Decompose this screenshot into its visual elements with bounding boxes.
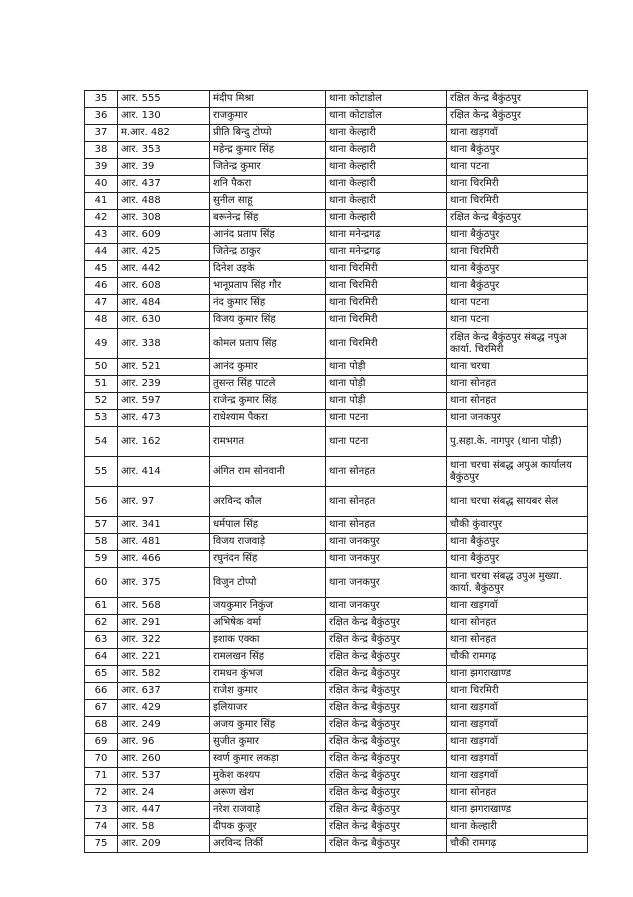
constable-number-cell: आर. 209 — [118, 836, 210, 853]
employee-name-cell: नंद कुमार सिंह — [210, 295, 326, 312]
new-posting-cell: रक्षित केन्द्र बैकुंठपुर — [447, 108, 588, 125]
serial-number-cell: 60 — [85, 568, 118, 598]
current-posting-cell: थाना केल्हारी — [326, 210, 447, 227]
employee-name-cell: रामभगत — [210, 427, 326, 457]
employee-name-cell: अंगित राम सोनवानी — [210, 457, 326, 487]
table-row — [85, 227, 588, 244]
constable-number-cell: आर. 555 — [118, 91, 210, 108]
current-posting-cell: थाना मनेन्द्रगढ़ — [326, 244, 447, 261]
new-posting-cell: थाना चिरमिरी — [447, 176, 588, 193]
table-row — [85, 359, 588, 376]
new-posting-cell: थाना चरचा — [447, 359, 588, 376]
constable-number-cell: आर. 353 — [118, 142, 210, 159]
current-posting-cell: थाना कोटाडोल — [326, 91, 447, 108]
constable-number-cell: आर. 437 — [118, 176, 210, 193]
table-row — [85, 517, 588, 534]
table-row — [85, 632, 588, 649]
current-posting-cell: थाना केल्हारी — [326, 142, 447, 159]
employee-name-cell: इशाक एक्का — [210, 632, 326, 649]
new-posting-cell: थाना चरचा संबद्ध उपुअ मुख्या. कार्या. बैकुंठपुर — [447, 568, 588, 598]
current-posting-cell: थाना सोनहत — [326, 487, 447, 517]
constable-number-cell: आर. 58 — [118, 819, 210, 836]
constable-number-cell: आर. 414 — [118, 457, 210, 487]
current-posting-cell: थाना चिरमिरी — [326, 278, 447, 295]
employee-name-cell: महेन्द्र कुमार सिंह — [210, 142, 326, 159]
current-posting-cell: रक्षित केन्द्र बैकुंठपुर — [326, 632, 447, 649]
serial-number-cell: 49 — [85, 329, 118, 359]
serial-number-cell: 74 — [85, 819, 118, 836]
employee-name-cell: अभिषेक वर्मा — [210, 615, 326, 632]
table-row — [85, 278, 588, 295]
serial-number-cell: 66 — [85, 683, 118, 700]
table-row — [85, 487, 588, 517]
constable-number-cell: आर. 473 — [118, 410, 210, 427]
new-posting-cell: थाना चिरमिरी — [447, 244, 588, 261]
serial-number-cell: 53 — [85, 410, 118, 427]
serial-number-cell: 55 — [85, 457, 118, 487]
employee-name-cell: भानूप्रताप सिंह गौर — [210, 278, 326, 295]
table-row — [85, 700, 588, 717]
employee-name-cell: रामधन कुंभज — [210, 666, 326, 683]
employee-name-cell: नरेश राजवाड़े — [210, 802, 326, 819]
new-posting-cell: थाना चरचा संबद्ध सायबर सेल — [447, 487, 588, 517]
table-row — [85, 244, 588, 261]
current-posting-cell: थाना कोटाडोल — [326, 108, 447, 125]
new-posting-cell: चौकी रामगढ़ — [447, 836, 588, 853]
table-row — [85, 427, 588, 457]
table-row — [85, 261, 588, 278]
new-posting-cell: रक्षित केन्द्र बैकुंठपुर — [447, 91, 588, 108]
new-posting-cell: थाना बैकुंठपुर — [447, 278, 588, 295]
employee-name-cell: अरविन्द तिर्की — [210, 836, 326, 853]
constable-number-cell: आर. 249 — [118, 717, 210, 734]
constable-number-cell: आर. 375 — [118, 568, 210, 598]
employee-name-cell: धर्मपाल सिंह — [210, 517, 326, 534]
current-posting-cell: रक्षित केन्द्र बैकुंठपुर — [326, 785, 447, 802]
new-posting-cell: थाना खड़गवॉ — [447, 717, 588, 734]
table-row — [85, 393, 588, 410]
table-row — [85, 125, 588, 142]
current-posting-cell: थाना पोड़ी — [326, 393, 447, 410]
serial-number-cell: 37 — [85, 125, 118, 142]
table-row — [85, 819, 588, 836]
constable-number-cell: आर. 425 — [118, 244, 210, 261]
employee-name-cell: विजुन टोप्पो — [210, 568, 326, 598]
table-row — [85, 410, 588, 427]
new-posting-cell: थाना बैकुंठपुर — [447, 227, 588, 244]
serial-number-cell: 69 — [85, 734, 118, 751]
current-posting-cell: थाना पटना — [326, 427, 447, 457]
constable-number-cell: आर. 162 — [118, 427, 210, 457]
serial-number-cell: 50 — [85, 359, 118, 376]
employee-name-cell: जितेन्द्र ठाकुर — [210, 244, 326, 261]
constable-number-cell: आर. 239 — [118, 376, 210, 393]
serial-number-cell: 39 — [85, 159, 118, 176]
serial-number-cell: 44 — [85, 244, 118, 261]
current-posting-cell: थाना चिरमिरी — [326, 329, 447, 359]
table-row — [85, 734, 588, 751]
new-posting-cell: थाना पटना — [447, 159, 588, 176]
serial-number-cell: 42 — [85, 210, 118, 227]
current-posting-cell: थाना पोड़ी — [326, 359, 447, 376]
constable-number-cell: आर. 442 — [118, 261, 210, 278]
current-posting-cell: थाना केल्हारी — [326, 193, 447, 210]
constable-number-cell: आर. 96 — [118, 734, 210, 751]
current-posting-cell: थाना जनकपुर — [326, 534, 447, 551]
serial-number-cell: 68 — [85, 717, 118, 734]
serial-number-cell: 57 — [85, 517, 118, 534]
employee-name-cell: दिनेश उइके — [210, 261, 326, 278]
serial-number-cell: 72 — [85, 785, 118, 802]
constable-number-cell: आर. 597 — [118, 393, 210, 410]
new-posting-cell: रक्षित केन्द्र बैकुंठपुर संबद्ध नपुअ कार्या. चिरमिरी — [447, 329, 588, 359]
new-posting-cell: थाना बैकुंठपुर — [447, 551, 588, 568]
table-row — [85, 159, 588, 176]
constable-number-cell: आर. 481 — [118, 534, 210, 551]
table-row — [85, 802, 588, 819]
constable-number-cell: आर. 291 — [118, 615, 210, 632]
employee-name-cell: प्रीति बिन्दु टोप्पो — [210, 125, 326, 142]
table-row — [85, 312, 588, 329]
current-posting-cell: रक्षित केन्द्र बैकुंठपुर — [326, 819, 447, 836]
serial-number-cell: 47 — [85, 295, 118, 312]
table-row — [85, 142, 588, 159]
employee-name-cell: मुकेश कश्यप — [210, 768, 326, 785]
table-row — [85, 91, 588, 108]
table-row — [85, 615, 588, 632]
current-posting-cell: रक्षित केन्द्र बैकुंठपुर — [326, 615, 447, 632]
employee-name-cell: आनंद कुमार — [210, 359, 326, 376]
serial-number-cell: 45 — [85, 261, 118, 278]
serial-number-cell: 70 — [85, 751, 118, 768]
employee-name-cell: राजेन्द्र कुमार सिंह — [210, 393, 326, 410]
serial-number-cell: 61 — [85, 598, 118, 615]
new-posting-cell: थाना झगराखाण्ड — [447, 666, 588, 683]
employee-name-cell: अजय कुमार सिंह — [210, 717, 326, 734]
serial-number-cell: 48 — [85, 312, 118, 329]
constable-number-cell: आर. 488 — [118, 193, 210, 210]
new-posting-cell: थाना खड़गवॉ — [447, 768, 588, 785]
employee-name-cell: तुसन्त सिंह पाटले — [210, 376, 326, 393]
table-row — [85, 193, 588, 210]
employee-name-cell: शनि पैकरा — [210, 176, 326, 193]
employee-name-cell: मंदीप मिश्रा — [210, 91, 326, 108]
new-posting-cell: थाना सोनहत — [447, 393, 588, 410]
current-posting-cell: थाना चिरमिरी — [326, 261, 447, 278]
table-row — [85, 751, 588, 768]
new-posting-cell: थाना चरचा संबद्ध अपुअ कार्यालय बैकुंठपुर — [447, 457, 588, 487]
employee-name-cell: इलियाजर — [210, 700, 326, 717]
new-posting-cell: थाना सोनहत — [447, 785, 588, 802]
current-posting-cell: थाना मनेन्द्रगढ़ — [326, 227, 447, 244]
current-posting-cell: थाना पटना — [326, 410, 447, 427]
employee-name-cell: जितेन्द्र कुमार — [210, 159, 326, 176]
table-row — [85, 295, 588, 312]
constable-number-cell: आर. 221 — [118, 649, 210, 666]
current-posting-cell: रक्षित केन्द्र बैकुंठपुर — [326, 717, 447, 734]
current-posting-cell: थाना सोनहत — [326, 517, 447, 534]
constable-number-cell: आर. 39 — [118, 159, 210, 176]
employee-name-cell: विजय राजवाड़े — [210, 534, 326, 551]
new-posting-cell: रक्षित केन्द्र बैकुंठपुर — [447, 210, 588, 227]
constable-number-cell: आर. 260 — [118, 751, 210, 768]
constable-number-cell: आर. 608 — [118, 278, 210, 295]
employee-name-cell: स्वर्ण कुमार लकड़ा — [210, 751, 326, 768]
employee-name-cell: राजेश कुमार — [210, 683, 326, 700]
employee-name-cell: कोमल प्रताप सिंह — [210, 329, 326, 359]
constable-number-cell: आर. 637 — [118, 683, 210, 700]
new-posting-cell: थाना चिरमिरी — [447, 683, 588, 700]
current-posting-cell: रक्षित केन्द्र बैकुंठपुर — [326, 700, 447, 717]
new-posting-cell: थाना खड़गवॉ — [447, 598, 588, 615]
new-posting-cell: थाना झगराखाण्ड — [447, 802, 588, 819]
serial-number-cell: 59 — [85, 551, 118, 568]
table-row — [85, 666, 588, 683]
table-row — [85, 457, 588, 487]
current-posting-cell: रक्षित केन्द्र बैकुंठपुर — [326, 683, 447, 700]
constable-number-cell: आर. 447 — [118, 802, 210, 819]
new-posting-cell: थाना बैकुंठपुर — [447, 261, 588, 278]
current-posting-cell: थाना जनकपुर — [326, 568, 447, 598]
constable-number-cell: म.आर. 482 — [118, 125, 210, 142]
table-row — [85, 717, 588, 734]
new-posting-cell: पु.सहा.के. नागपुर (थाना पोड़ी) — [447, 427, 588, 457]
employee-name-cell: सुजीत कुमार — [210, 734, 326, 751]
table-row — [85, 210, 588, 227]
constable-number-cell: आर. 609 — [118, 227, 210, 244]
constable-number-cell: आर. 24 — [118, 785, 210, 802]
constable-number-cell: आर. 521 — [118, 359, 210, 376]
table-row — [85, 176, 588, 193]
table-row — [85, 376, 588, 393]
new-posting-cell: थाना सोनहत — [447, 376, 588, 393]
current-posting-cell: रक्षित केन्द्र बैकुंठपुर — [326, 836, 447, 853]
employee-name-cell: विजय कुमार सिंह — [210, 312, 326, 329]
current-posting-cell: थाना चिरमिरी — [326, 295, 447, 312]
employee-name-cell: रघुनंदन सिंह — [210, 551, 326, 568]
current-posting-cell: रक्षित केन्द्र बैकुंठपुर — [326, 802, 447, 819]
new-posting-cell: थाना पटना — [447, 312, 588, 329]
employee-name-cell: रामलखन सिंह — [210, 649, 326, 666]
transfer-table — [84, 90, 588, 853]
employee-name-cell: बरूनेन्द्र सिंह — [210, 210, 326, 227]
current-posting-cell: रक्षित केन्द्र बैकुंठपुर — [326, 734, 447, 751]
new-posting-cell: थाना खड़गवॉ — [447, 125, 588, 142]
serial-number-cell: 46 — [85, 278, 118, 295]
new-posting-cell: थाना खड़गवॉ — [447, 751, 588, 768]
serial-number-cell: 38 — [85, 142, 118, 159]
table-row — [85, 551, 588, 568]
serial-number-cell: 75 — [85, 836, 118, 853]
serial-number-cell: 51 — [85, 376, 118, 393]
table-row — [85, 768, 588, 785]
table-row — [85, 329, 588, 359]
new-posting-cell: थाना चिरमिरी — [447, 193, 588, 210]
constable-number-cell: आर. 338 — [118, 329, 210, 359]
table-row — [85, 598, 588, 615]
serial-number-cell: 63 — [85, 632, 118, 649]
constable-number-cell: आर. 537 — [118, 768, 210, 785]
constable-number-cell: आर. 322 — [118, 632, 210, 649]
constable-number-cell: आर. 466 — [118, 551, 210, 568]
serial-number-cell: 71 — [85, 768, 118, 785]
table-row — [85, 836, 588, 853]
serial-number-cell: 41 — [85, 193, 118, 210]
serial-number-cell: 64 — [85, 649, 118, 666]
new-posting-cell: थाना जनकपुर — [447, 410, 588, 427]
constable-number-cell: आर. 568 — [118, 598, 210, 615]
current-posting-cell: थाना केल्हारी — [326, 159, 447, 176]
constable-number-cell: आर. 582 — [118, 666, 210, 683]
serial-number-cell: 52 — [85, 393, 118, 410]
new-posting-cell: थाना बैकुंठपुर — [447, 142, 588, 159]
employee-name-cell: जयकुमार निकुंज — [210, 598, 326, 615]
current-posting-cell: रक्षित केन्द्र बैकुंठपुर — [326, 649, 447, 666]
employee-name-cell: अरूण खेश — [210, 785, 326, 802]
serial-number-cell: 54 — [85, 427, 118, 457]
table-row — [85, 108, 588, 125]
new-posting-cell: थाना पटना — [447, 295, 588, 312]
current-posting-cell: थाना जनकपुर — [326, 551, 447, 568]
serial-number-cell: 56 — [85, 487, 118, 517]
table-row — [85, 785, 588, 802]
constable-number-cell: आर. 308 — [118, 210, 210, 227]
new-posting-cell: चौकी कुंवारपुर — [447, 517, 588, 534]
current-posting-cell: रक्षित केन्द्र बैकुंठपुर — [326, 768, 447, 785]
constable-number-cell: आर. 429 — [118, 700, 210, 717]
table-row — [85, 534, 588, 551]
serial-number-cell: 35 — [85, 91, 118, 108]
current-posting-cell: थाना सोनहत — [326, 457, 447, 487]
constable-number-cell: आर. 341 — [118, 517, 210, 534]
constable-number-cell: आर. 630 — [118, 312, 210, 329]
employee-name-cell: राधेश्याम पैकरा — [210, 410, 326, 427]
constable-number-cell: आर. 130 — [118, 108, 210, 125]
constable-number-cell: आर. 484 — [118, 295, 210, 312]
employee-name-cell: अरविन्द कौल — [210, 487, 326, 517]
constable-number-cell: आर. 97 — [118, 487, 210, 517]
new-posting-cell: थाना बैकुंठपुर — [447, 534, 588, 551]
serial-number-cell: 73 — [85, 802, 118, 819]
table-row — [85, 683, 588, 700]
new-posting-cell: थाना सोनहत — [447, 615, 588, 632]
serial-number-cell: 65 — [85, 666, 118, 683]
new-posting-cell: थाना सोनहत — [447, 632, 588, 649]
serial-number-cell: 40 — [85, 176, 118, 193]
new-posting-cell: थाना खड़गवॉ — [447, 734, 588, 751]
table-row — [85, 568, 588, 598]
transfer-table-body — [85, 91, 588, 853]
current-posting-cell: थाना जनकपुर — [326, 598, 447, 615]
serial-number-cell: 67 — [85, 700, 118, 717]
serial-number-cell: 43 — [85, 227, 118, 244]
serial-number-cell: 58 — [85, 534, 118, 551]
employee-name-cell: आनंद प्रताप सिंह — [210, 227, 326, 244]
current-posting-cell: थाना केल्हारी — [326, 176, 447, 193]
new-posting-cell: थाना खड़गवॉ — [447, 700, 588, 717]
current-posting-cell: थाना पोड़ी — [326, 376, 447, 393]
current-posting-cell: थाना चिरमिरी — [326, 312, 447, 329]
new-posting-cell: चौकी रामगढ़ — [447, 649, 588, 666]
table-row — [85, 649, 588, 666]
employee-name-cell: राजकुमार — [210, 108, 326, 125]
employee-name-cell: दीपक कुजूर — [210, 819, 326, 836]
current-posting-cell: रक्षित केन्द्र बैकुंठपुर — [326, 666, 447, 683]
serial-number-cell: 62 — [85, 615, 118, 632]
current-posting-cell: थाना केल्हारी — [326, 125, 447, 142]
serial-number-cell: 36 — [85, 108, 118, 125]
new-posting-cell: थाना केल्हारी — [447, 819, 588, 836]
employee-name-cell: सुनील साहू — [210, 193, 326, 210]
current-posting-cell: रक्षित केन्द्र बैकुंठपुर — [326, 751, 447, 768]
